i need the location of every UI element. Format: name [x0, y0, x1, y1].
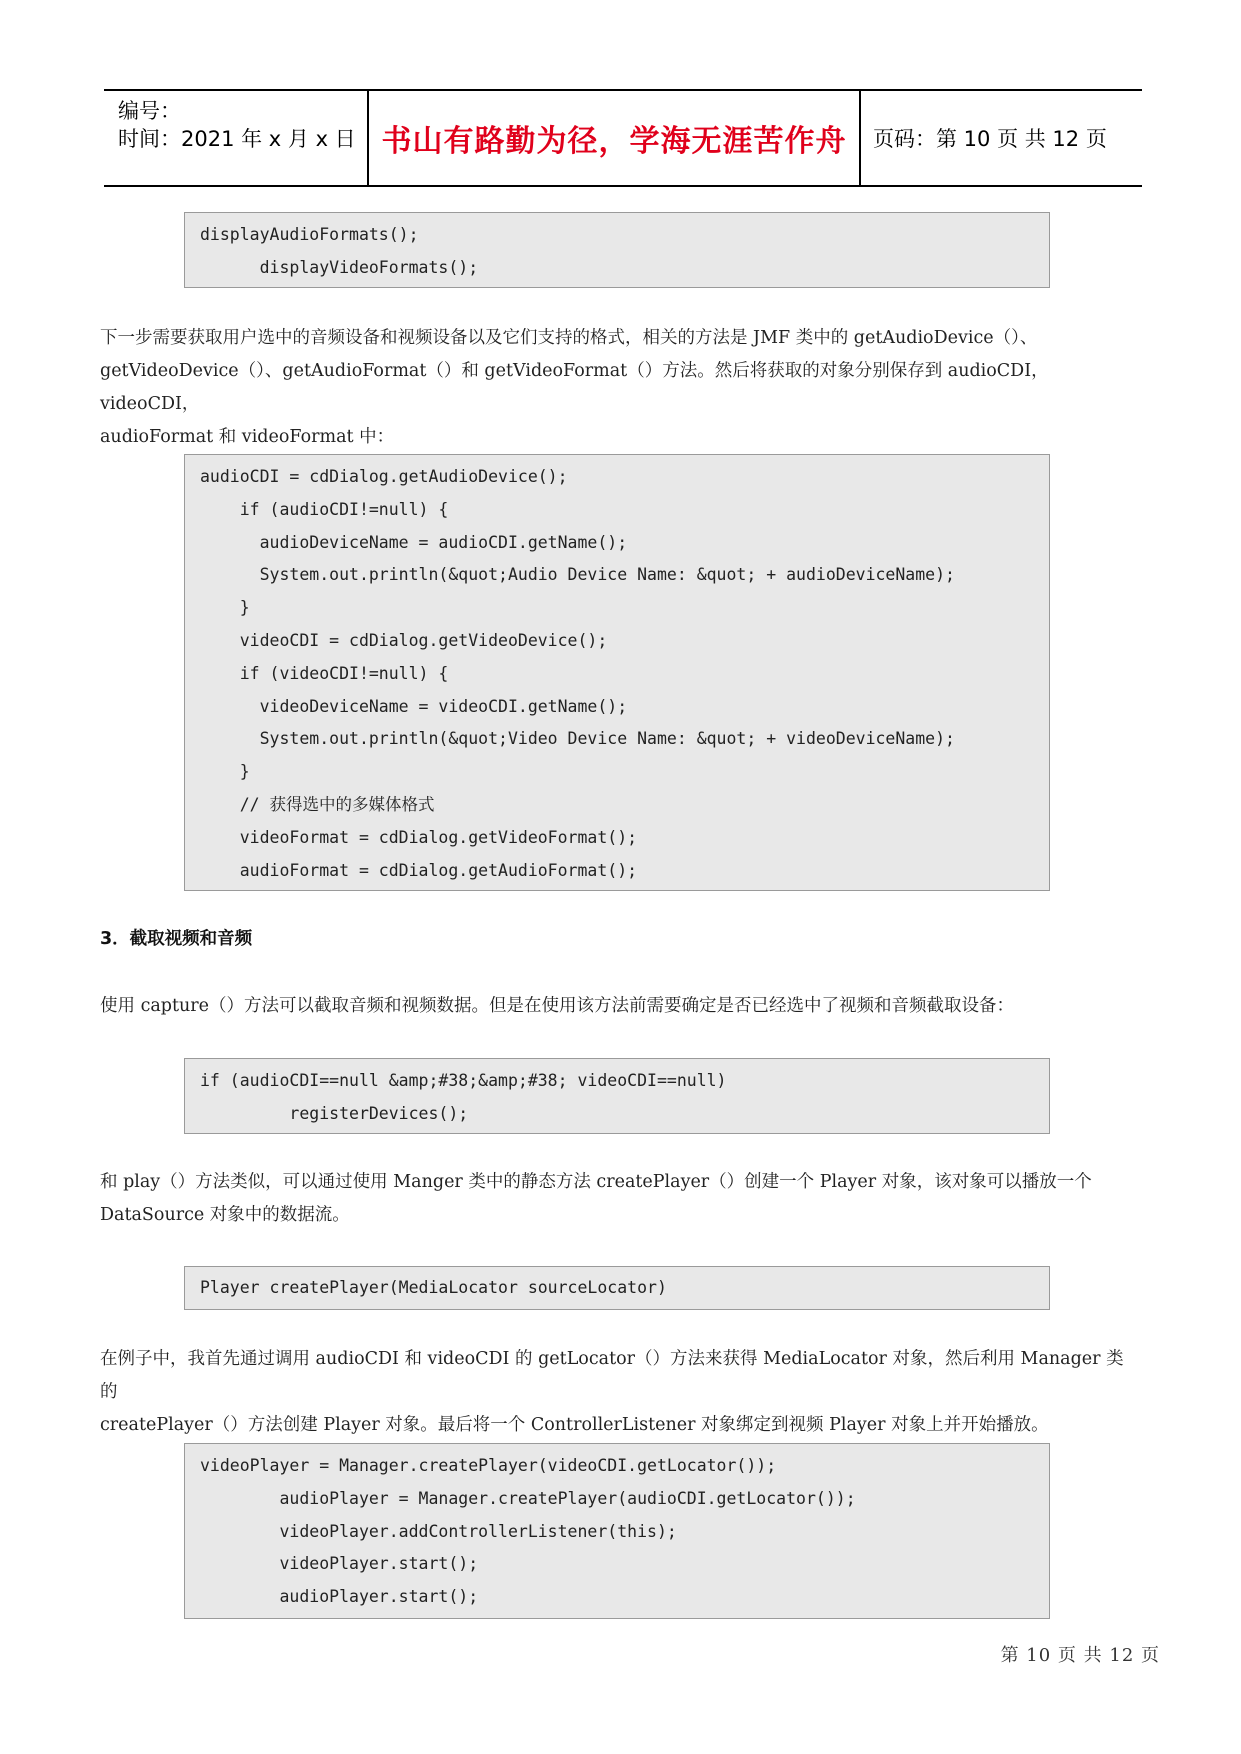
document-number-label: 编号： [118, 99, 181, 123]
code-line: registerDevices(); [200, 1103, 469, 1123]
paragraph-line: 和 play（）方法类似，可以通过使用 Manger 类中的静态方法 createPlayer（）创建一个 Player 对象，该对象可以播放一个 [100, 1172, 1092, 1192]
code-line: videoCDI = cdDialog.getVideoDevice(); [200, 630, 608, 650]
code-block-3 [184, 1058, 1050, 1134]
code-line: if (audioCDI==null &amp;#38;&amp;#38; videoCDI==null) [200, 1071, 727, 1090]
section-heading: 3．截取视频和音频 [100, 929, 253, 949]
code-comment-line: // 获得选中的多媒体格式 [200, 794, 435, 814]
code-line: audioPlayer = Manager.createPlayer(audioCDI.getLocator()); [200, 1488, 856, 1508]
code-line: if (videoCDI!=null) { [200, 663, 449, 683]
paragraph-line: createPlayer（）方法创建 Player 对象。最后将一个 ControllerListener 对象绑定到视频 Player 对象上并开始播放。 [100, 1415, 1049, 1435]
paragraph-2 [100, 990, 1140, 1023]
code-line: System.out.println(&quot;Audio Device Name: &quot; + audioDeviceName); [200, 565, 955, 585]
code-line: videoPlayer = Manager.createPlayer(videoCDI.getLocator()); [200, 1456, 777, 1475]
paragraph-line: DataSource 对象中的数据流。 [100, 1205, 350, 1225]
code-block-4 [184, 1266, 1050, 1310]
code-block-5 [184, 1443, 1050, 1619]
page-footer: 第 10 页 共 12 页 [1000, 1645, 1160, 1666]
document-time-label: 时间：2021 年 x 月 x 日 [118, 127, 356, 151]
code-line: audioCDI = cdDialog.getAudioDevice(); [200, 467, 568, 486]
header-left-cell [104, 91, 369, 185]
code-block-2 [184, 454, 1050, 891]
code-line: videoPlayer.addControllerListener(this); [200, 1521, 677, 1541]
code-line: Player createPlayer(MediaLocator sourceLocator) [200, 1278, 667, 1297]
paragraph-4 [100, 1343, 1140, 1442]
page-header [104, 89, 1142, 187]
code-line: audioPlayer.start(); [200, 1587, 479, 1607]
paragraph-3 [100, 1166, 1140, 1232]
code-line: displayAudioFormats(); [200, 225, 419, 244]
code-line: videoDeviceName = videoCDI.getName(); [200, 696, 628, 716]
paragraph-line: 在例子中，我首先通过调用 audioCDI 和 videoCDI 的 getLocator（）方法来获得 MediaLocator 对象，然后利用 Manager 类的 [100, 1349, 1124, 1402]
code-line: videoFormat = cdDialog.getVideoFormat(); [200, 827, 638, 847]
header-page-info: 页码：第 10 页 共 12 页 [873, 127, 1107, 151]
code-line: audioDeviceName = audioCDI.getName(); [200, 532, 628, 552]
paragraph-line: 下一步需要获取用户选中的音频设备和视频设备以及它们支持的格式，相关的方法是 JMF 类中的 getAudioDevice（）、 [100, 328, 1038, 348]
paragraph-line: audioFormat 和 videoFormat 中： [100, 427, 395, 447]
paragraph-line: getVideoDevice（）、getAudioFormat（）和 getVideoFormat（）方法。然后将获取的对象分别保存到 audioCDI，videoCDI， [100, 361, 1049, 414]
code-line: } [200, 762, 250, 782]
code-line: } [200, 598, 250, 618]
code-line: displayVideoFormats(); [200, 257, 479, 277]
code-block-1 [184, 212, 1050, 288]
paragraph-1 [100, 322, 1140, 454]
code-line: System.out.println(&quot;Video Device Name: &quot; + videoDeviceName); [200, 729, 955, 749]
paragraph-line: 使用 capture（）方法可以截取音频和视频数据。但是在使用该方法前需要确定是否已经选中了视频和音频截取设备： [100, 996, 1015, 1016]
header-motto: 书山有路勤为径，学海无涯苦作舟 [369, 91, 861, 185]
code-line: audioFormat = cdDialog.getAudioFormat(); [200, 860, 638, 880]
code-line: if (audioCDI!=null) { [200, 499, 449, 519]
code-line: videoPlayer.start(); [200, 1554, 479, 1574]
